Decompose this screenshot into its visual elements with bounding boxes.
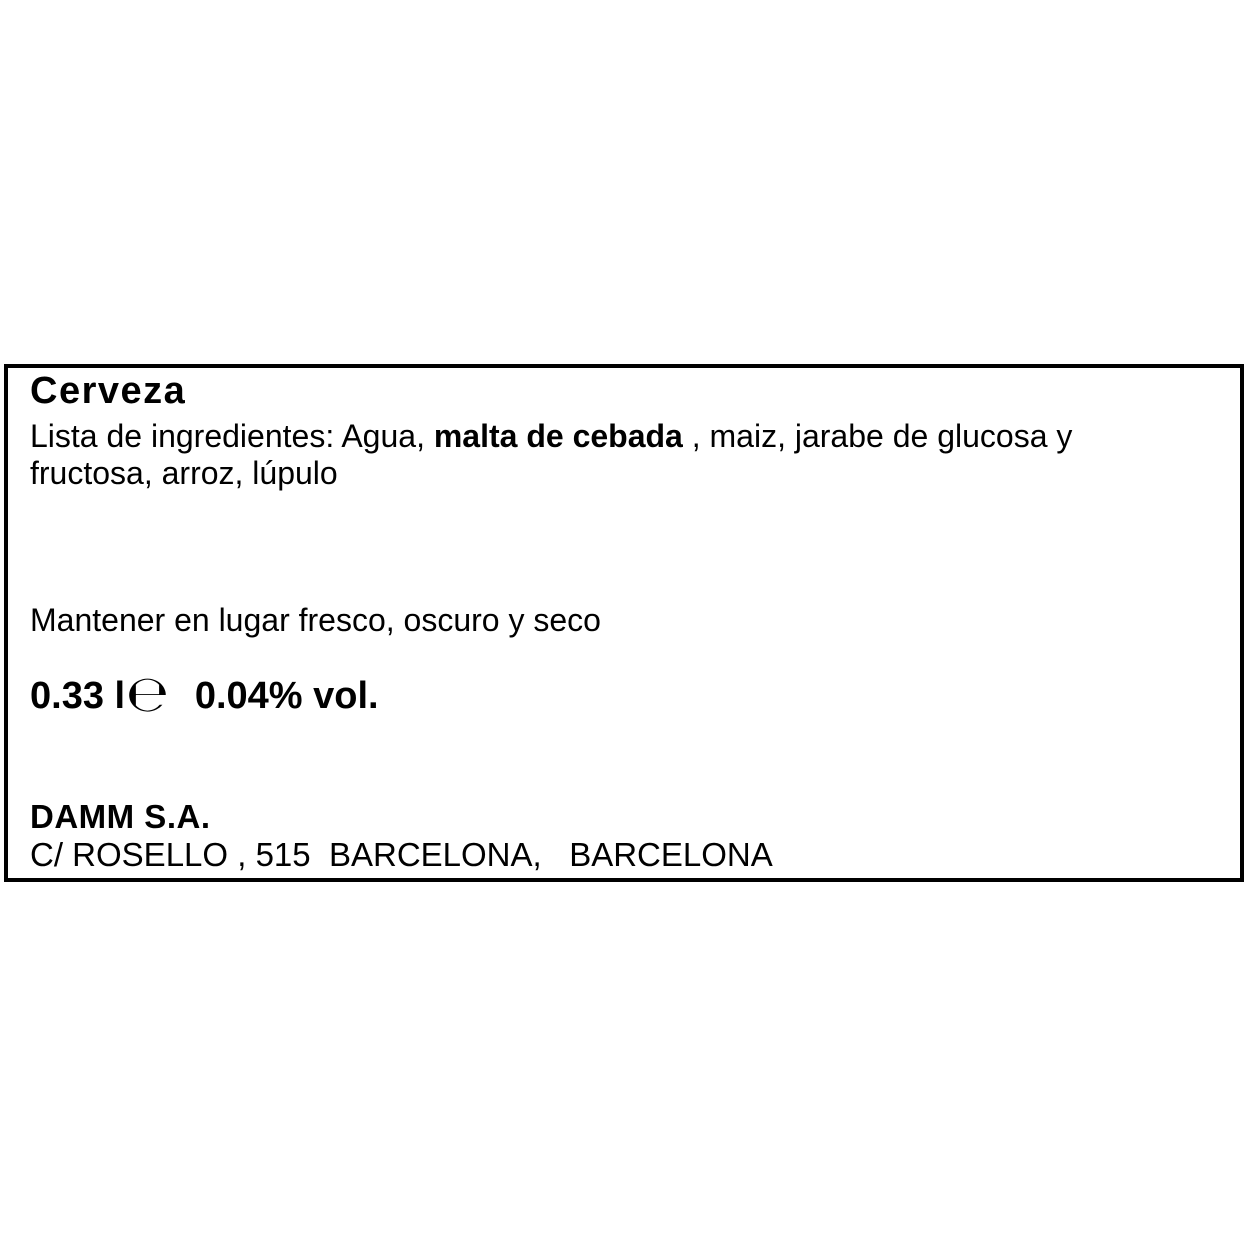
ingredients-prefix: Lista de ingredientes: Agua, — [30, 418, 434, 454]
ingredients-suffix: , maiz, jarabe de glucosa y — [682, 418, 1073, 454]
alcohol-content: 0.04% vol. — [194, 675, 379, 717]
net-volume: 0.33 l — [30, 675, 126, 717]
product-label-box — [4, 364, 1244, 882]
ingredients-list — [30, 418, 1072, 492]
producer-address: C/ ROSELLO , 515 BARCELONA, BARCELONA — [30, 836, 773, 873]
ingredients-line2: fructosa, arroz, lúpulo — [30, 455, 338, 491]
ingredient-highlighted: malta de cebada — [433, 418, 683, 454]
storage-instructions: Mantener en lugar fresco, oscuro y seco — [30, 602, 601, 638]
quantity-line: 0.33 l ℮ 0.04% vol. — [30, 665, 379, 723]
producer-name: DAMM S.A. — [30, 798, 211, 835]
product-name: Cerveza — [30, 370, 187, 412]
